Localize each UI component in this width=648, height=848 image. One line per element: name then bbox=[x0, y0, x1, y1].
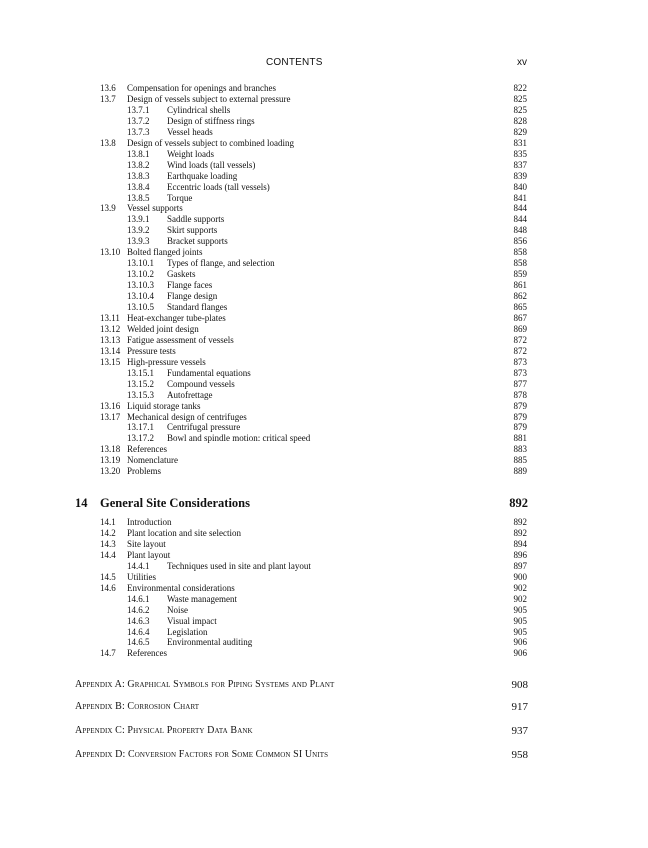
entry-title: Torque bbox=[167, 192, 193, 203]
entry-number: 13.15.2 bbox=[127, 378, 154, 389]
appendix-entry bbox=[0, 701, 648, 715]
entry-title: Design of vessels subject to combined loading bbox=[127, 137, 294, 148]
entry-title: Flange faces bbox=[167, 280, 213, 291]
entry-number: 13.10.2 bbox=[127, 269, 154, 280]
toc-entry bbox=[0, 313, 648, 324]
entry-number: 13.16 bbox=[100, 400, 121, 411]
toc-entry bbox=[0, 379, 648, 390]
toc-entry bbox=[0, 94, 648, 105]
entry-page: 905 bbox=[513, 615, 527, 626]
entry-page: 856 bbox=[513, 236, 527, 247]
toc-entry bbox=[0, 324, 648, 335]
toc-entry bbox=[0, 214, 648, 225]
entry-number: 14.6.4 bbox=[127, 626, 150, 637]
appendix-title: Appendix B: Corrosion Chart bbox=[75, 701, 200, 712]
toc-entry bbox=[0, 171, 648, 182]
toc-entry bbox=[0, 648, 648, 659]
entry-number: 13.8.4 bbox=[127, 181, 150, 192]
entry-page: 869 bbox=[513, 323, 527, 334]
toc-entry bbox=[0, 335, 648, 346]
entry-page: 872 bbox=[513, 334, 527, 345]
entry-page: 844 bbox=[513, 203, 527, 214]
entry-number: 13.10 bbox=[100, 247, 121, 258]
entry-title: Bracket supports bbox=[167, 236, 228, 247]
entry-title: Problems bbox=[127, 466, 162, 477]
entry-number: 14.4 bbox=[100, 549, 116, 560]
entry-page: 858 bbox=[513, 247, 527, 258]
entry-number: 13.13 bbox=[100, 334, 121, 345]
entry-title: Compensation for openings and branches bbox=[127, 83, 276, 93]
entry-number: 13.10.3 bbox=[127, 280, 154, 291]
entry-number: 14.6.3 bbox=[127, 615, 150, 626]
entry-page: 892 bbox=[513, 527, 527, 538]
entry-number: 14.5 bbox=[100, 571, 116, 582]
chapter-page: 892 bbox=[509, 496, 528, 510]
toc-entry bbox=[0, 127, 648, 138]
entry-number: 13.8.2 bbox=[127, 159, 150, 170]
entry-page: 825 bbox=[513, 93, 527, 104]
entry-page: 837 bbox=[513, 159, 527, 170]
entry-number: 13.12 bbox=[100, 323, 121, 334]
toc-entry bbox=[0, 258, 648, 269]
entry-number: 13.10.5 bbox=[127, 302, 154, 312]
entry-page: 879 bbox=[513, 400, 527, 411]
entry-number: 13.17.2 bbox=[127, 433, 154, 444]
entry-title: Plant location and site selection bbox=[127, 527, 241, 538]
toc-entry bbox=[0, 247, 648, 258]
toc-entry bbox=[0, 444, 648, 455]
entry-page: 885 bbox=[513, 455, 527, 466]
entry-page: 873 bbox=[513, 367, 527, 378]
entry-title: Autofrettage bbox=[167, 389, 213, 400]
entry-page: 878 bbox=[513, 389, 527, 400]
toc-entry bbox=[0, 401, 648, 412]
entry-number: 13.20 bbox=[100, 466, 121, 477]
appendix-entry bbox=[0, 725, 648, 739]
toc-entry bbox=[0, 149, 648, 160]
toc-entry bbox=[0, 572, 648, 583]
entry-title: Vessel supports bbox=[127, 203, 183, 214]
entry-title: Environmental auditing bbox=[167, 637, 253, 648]
entry-title: Site layout bbox=[127, 538, 166, 549]
entry-page: 883 bbox=[513, 444, 527, 455]
appendix-page: 958 bbox=[511, 749, 528, 761]
entry-page: 844 bbox=[513, 214, 527, 225]
entry-page: 892 bbox=[513, 517, 527, 527]
entry-number: 13.18 bbox=[100, 444, 121, 455]
toc-entry bbox=[0, 616, 648, 627]
entry-page: 894 bbox=[513, 538, 527, 549]
entry-page: 881 bbox=[513, 433, 527, 444]
toc-entry bbox=[0, 594, 648, 605]
entry-title: Introduction bbox=[127, 517, 172, 527]
entry-number: 13.17.1 bbox=[127, 422, 154, 433]
toc-entry bbox=[0, 182, 648, 193]
entry-number: 13.9 bbox=[100, 203, 116, 214]
entry-number: 14.7 bbox=[100, 648, 116, 659]
entry-number: 13.11 bbox=[100, 312, 120, 323]
entry-page: 905 bbox=[513, 626, 527, 637]
toc-entry bbox=[0, 193, 648, 204]
appendix-page: 937 bbox=[511, 725, 528, 737]
entry-title: Mechanical design of centrifuges bbox=[127, 411, 247, 422]
toc-entry bbox=[0, 83, 648, 94]
toc-entry bbox=[0, 138, 648, 149]
entry-title: Plant layout bbox=[127, 549, 171, 560]
entry-title: Waste management bbox=[167, 593, 237, 604]
entry-number: 13.7.1 bbox=[127, 104, 150, 115]
toc-entry bbox=[0, 357, 648, 368]
entry-title: High-pressure vessels bbox=[127, 356, 206, 367]
entry-title: Liquid storage tanks bbox=[127, 400, 201, 411]
entry-number: 13.8 bbox=[100, 137, 116, 148]
entry-title: Flange design bbox=[167, 291, 218, 302]
entry-title: Environmental considerations bbox=[127, 582, 235, 593]
entry-page: 862 bbox=[513, 291, 527, 302]
toc-entry bbox=[0, 203, 648, 214]
entry-page: 879 bbox=[513, 422, 527, 433]
entry-title: Heat-exchanger tube-plates bbox=[127, 312, 226, 323]
appendix-title: Appendix C: Physical Property Data Bank bbox=[75, 725, 253, 736]
entry-page: 906 bbox=[513, 648, 527, 659]
toc-entry bbox=[0, 561, 648, 572]
entry-page: 865 bbox=[513, 302, 527, 312]
entry-number: 13.8.1 bbox=[127, 148, 150, 159]
toc-entry bbox=[0, 236, 648, 247]
entry-number: 14.1 bbox=[100, 517, 116, 527]
toc-entry bbox=[0, 422, 648, 433]
entry-page: 867 bbox=[513, 312, 527, 323]
entry-number: 13.9.3 bbox=[127, 236, 150, 247]
appendix-title: Appendix A: Graphical Symbols for Piping Systems and Plant bbox=[75, 679, 335, 690]
entry-page: 872 bbox=[513, 345, 527, 356]
entry-title: Nomenclature bbox=[127, 455, 178, 466]
appendix-entry bbox=[0, 679, 648, 693]
toc-entry bbox=[0, 390, 648, 401]
entry-page: 897 bbox=[513, 560, 527, 571]
chapter-title: General Site Considerations bbox=[100, 496, 250, 510]
toc-entry bbox=[0, 280, 648, 291]
entry-title: Techniques used in site and plant layout bbox=[167, 560, 311, 571]
entry-title: Noise bbox=[167, 604, 188, 615]
entry-page: 840 bbox=[513, 181, 527, 192]
toc-entry bbox=[0, 550, 648, 561]
entry-number: 14.3 bbox=[100, 538, 116, 549]
toc-entry bbox=[0, 466, 648, 477]
entry-page: 877 bbox=[513, 378, 527, 389]
page-header bbox=[0, 57, 648, 71]
entry-page: 841 bbox=[513, 192, 527, 203]
entry-page: 848 bbox=[513, 225, 527, 236]
entry-number: 14.4.1 bbox=[127, 560, 150, 571]
running-title: CONTENTS bbox=[266, 57, 323, 68]
entry-title: Fatigue assessment of vessels bbox=[127, 334, 234, 345]
toc-entry bbox=[0, 605, 648, 616]
entry-number: 13.7 bbox=[100, 93, 116, 104]
entry-title: Design of stiffness rings bbox=[167, 115, 255, 126]
page-number: xv bbox=[517, 57, 527, 68]
entry-title: Welded joint design bbox=[127, 323, 199, 334]
toc-entry bbox=[0, 269, 648, 280]
entry-number: 14.6.1 bbox=[127, 593, 150, 604]
entry-title: Cylindrical shells bbox=[167, 104, 231, 115]
toc-entry bbox=[0, 455, 648, 466]
entry-number: 14.6.2 bbox=[127, 604, 150, 615]
entry-title: Gaskets bbox=[167, 269, 196, 280]
entry-number: 13.8.5 bbox=[127, 192, 150, 203]
toc-entry bbox=[0, 302, 648, 313]
toc-entry bbox=[0, 225, 648, 236]
entry-title: Wind loads (tall vessels) bbox=[167, 159, 256, 170]
entry-number: 13.7.2 bbox=[127, 115, 150, 126]
entry-title: Eccentric loads (tall vessels) bbox=[167, 181, 270, 192]
entry-title: Bolted flanged joints bbox=[127, 247, 203, 258]
entry-title: Weight loads bbox=[167, 148, 215, 159]
entry-page: 828 bbox=[513, 115, 527, 126]
toc-entry bbox=[0, 528, 648, 539]
entry-title: Skirt supports bbox=[167, 225, 218, 236]
entry-page: 900 bbox=[513, 571, 527, 582]
entry-title: Compound vessels bbox=[167, 378, 235, 389]
entry-page: 879 bbox=[513, 411, 527, 422]
toc-entry bbox=[0, 105, 648, 116]
entry-number: 13.17 bbox=[100, 411, 121, 422]
entry-page: 873 bbox=[513, 356, 527, 367]
chapter-number: 14 bbox=[75, 496, 88, 510]
entry-page: 839 bbox=[513, 170, 527, 181]
entry-number: 14.2 bbox=[100, 527, 116, 538]
entry-page: 902 bbox=[513, 593, 527, 604]
toc-entry bbox=[0, 368, 648, 379]
toc-entry bbox=[0, 291, 648, 302]
entry-page: 905 bbox=[513, 604, 527, 615]
toc-entry bbox=[0, 627, 648, 638]
entry-title: Utilities bbox=[127, 571, 156, 582]
entry-title: Legislation bbox=[167, 626, 208, 637]
entry-page: 829 bbox=[513, 126, 527, 137]
entry-page: 831 bbox=[513, 137, 527, 148]
entry-title: Bowl and spindle motion: critical speed bbox=[167, 433, 311, 444]
toc-entry bbox=[0, 116, 648, 127]
appendix-page: 908 bbox=[511, 679, 528, 691]
appendix-entry bbox=[0, 749, 648, 763]
entry-number: 13.10.1 bbox=[127, 258, 154, 269]
entry-number: 13.15 bbox=[100, 356, 121, 367]
toc-entry bbox=[0, 539, 648, 550]
appendix-title: Appendix D: Conversion Factors for Some Common SI Units bbox=[75, 749, 329, 760]
appendix-page: 917 bbox=[511, 701, 528, 713]
entry-number: 13.14 bbox=[100, 345, 121, 356]
toc-entry bbox=[0, 433, 648, 444]
entry-page: 858 bbox=[513, 258, 527, 269]
entry-number: 13.9.2 bbox=[127, 225, 150, 236]
entry-title: Fundamental equations bbox=[167, 367, 251, 378]
entry-number: 13.19 bbox=[100, 455, 121, 466]
entry-page: 825 bbox=[513, 104, 527, 115]
entry-number: 14.6.5 bbox=[127, 637, 150, 648]
chapter-heading bbox=[0, 496, 648, 512]
entry-title: References bbox=[127, 648, 167, 659]
entry-number: 13.15.1 bbox=[127, 367, 154, 378]
entry-title: Pressure tests bbox=[127, 345, 176, 356]
entry-page: 861 bbox=[513, 280, 527, 291]
entry-title: Saddle supports bbox=[167, 214, 225, 225]
toc-entry bbox=[0, 160, 648, 171]
entry-title: Earthquake loading bbox=[167, 170, 238, 181]
entry-number: 13.10.4 bbox=[127, 291, 154, 302]
entry-number: 13.6 bbox=[100, 83, 116, 93]
toc-entry bbox=[0, 412, 648, 423]
entry-number: 13.7.3 bbox=[127, 126, 150, 137]
entry-page: 859 bbox=[513, 269, 527, 280]
toc-entry bbox=[0, 637, 648, 648]
entry-number: 14.6 bbox=[100, 582, 116, 593]
entry-page: 822 bbox=[513, 83, 527, 93]
entry-number: 13.8.3 bbox=[127, 170, 150, 181]
entry-page: 889 bbox=[513, 466, 527, 477]
entry-title: Visual impact bbox=[167, 615, 217, 626]
entry-title: Centrifugal pressure bbox=[167, 422, 241, 433]
toc-entry bbox=[0, 583, 648, 594]
entry-title: Design of vessels subject to external pressure bbox=[127, 93, 291, 104]
entry-title: References bbox=[127, 444, 167, 455]
toc-entry bbox=[0, 346, 648, 357]
toc-entry bbox=[0, 517, 648, 528]
entry-title: Types of flange, and selection bbox=[167, 258, 275, 269]
entry-page: 835 bbox=[513, 148, 527, 159]
entry-title: Vessel heads bbox=[167, 126, 213, 137]
entry-page: 896 bbox=[513, 549, 527, 560]
entry-page: 906 bbox=[513, 637, 527, 648]
entry-number: 13.9.1 bbox=[127, 214, 150, 225]
entry-page: 902 bbox=[513, 582, 527, 593]
entry-title: Standard flanges bbox=[167, 302, 228, 312]
entry-number: 13.15.3 bbox=[127, 389, 154, 400]
